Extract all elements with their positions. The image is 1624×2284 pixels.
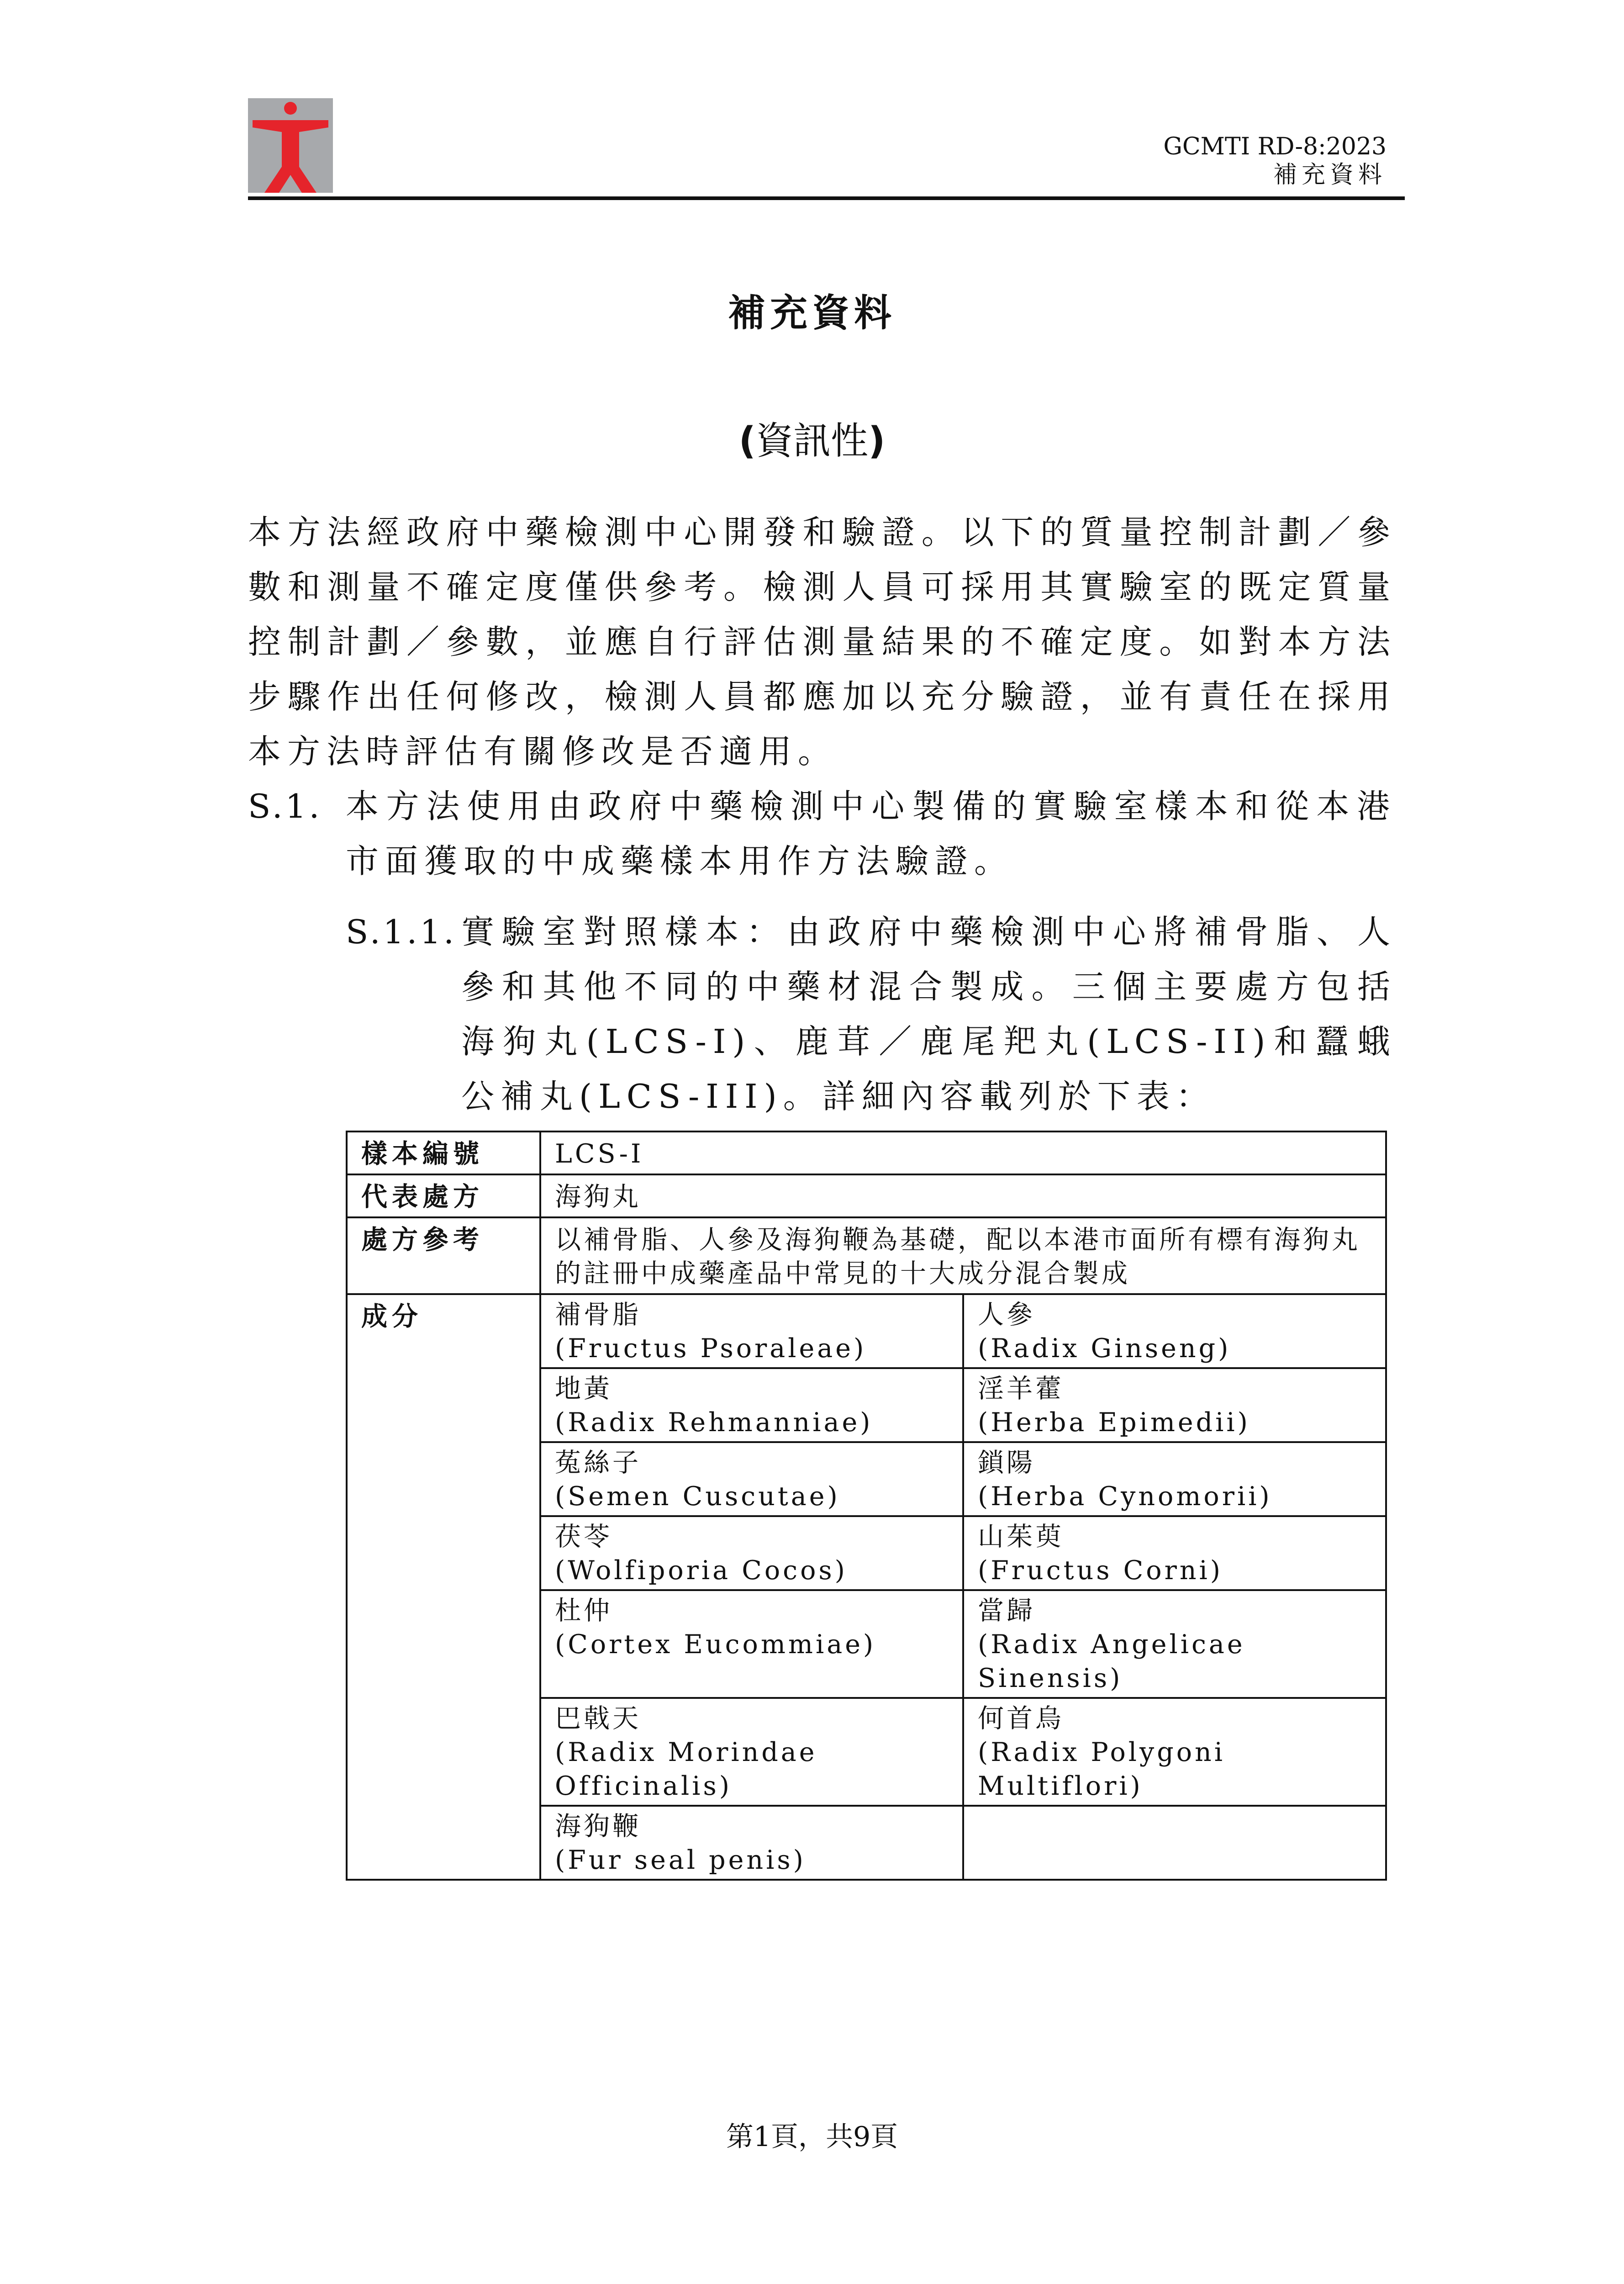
ingredient-chinese-name: 杜仲 xyxy=(555,1596,612,1626)
ingredient-chinese-name: 茯苓 xyxy=(555,1522,612,1552)
ingredient-cell xyxy=(541,1368,963,1442)
ingredient-cell xyxy=(541,1590,963,1698)
ingredient-row xyxy=(541,1368,1385,1442)
page-title: 補充資料 xyxy=(728,291,896,335)
table-row xyxy=(347,1294,1386,1880)
ingredient-latin-name: (Semen Cuscutae) xyxy=(555,1481,840,1512)
ingredient-cell xyxy=(541,1516,963,1590)
ingredient-chinese-name: 海狗鞭 xyxy=(555,1811,641,1841)
ingredients-cell xyxy=(540,1294,1386,1880)
ingredient-row xyxy=(541,1698,1385,1806)
ingredient-chinese-name: 鎖陽 xyxy=(978,1448,1035,1478)
ingredient-latin-name: (Herba Epimedii) xyxy=(978,1407,1250,1438)
ingredient-cell xyxy=(963,1295,1385,1368)
ingredient-cell xyxy=(541,1442,963,1516)
ingredient-row xyxy=(541,1295,1385,1368)
ingredient-latin-name: (Fur seal penis) xyxy=(555,1845,806,1875)
gcmti-logo xyxy=(248,98,333,193)
ingredient-chinese-name: 地黃 xyxy=(555,1374,612,1404)
ingredient-latin-name: (Radix Rehmanniae) xyxy=(555,1407,873,1438)
table-row xyxy=(347,1131,1386,1174)
page-footer: 第1頁，共9頁 xyxy=(726,2121,898,2153)
ingredient-chinese-name: 補骨脂 xyxy=(555,1300,641,1330)
sample-no-label: 樣本編號 xyxy=(347,1131,540,1174)
header-rule xyxy=(248,196,1405,200)
ingredient-cell xyxy=(963,1590,1385,1698)
ingredient-latin-name: (Fructus Corni) xyxy=(978,1555,1223,1586)
reference-label: 處方參考 xyxy=(347,1217,540,1294)
subtitle-close: ) xyxy=(868,419,886,463)
ingredient-cell xyxy=(541,1295,963,1368)
section-s1-number: S.1. xyxy=(248,787,322,825)
ingredient-chinese-name: 巴戟天 xyxy=(555,1703,641,1734)
ingredient-latin-name: (Herba Cynomorii) xyxy=(978,1481,1272,1512)
ingredient-cell xyxy=(963,1516,1385,1590)
ingredient-cell xyxy=(541,1698,963,1806)
ingredient-row xyxy=(541,1442,1385,1516)
ingredient-latin-name: (Radix Angelicae Sinensis) xyxy=(978,1629,1245,1693)
ingredients-label: 成分 xyxy=(347,1294,540,1880)
subtitle-text: 資訊性 xyxy=(755,419,868,463)
ingredient-row xyxy=(541,1806,1385,1879)
page-subtitle xyxy=(0,411,1624,465)
ingredients-table xyxy=(541,1295,1385,1879)
table-row xyxy=(347,1174,1386,1217)
intro-paragraph: 本方法經政府中藥檢測中心開發和驗證。以下的質量控制計劃／參數和測量不確定度僅供參考。檢測人員可採用其實驗室的既定質量控制計劃／參數，並應自行評估測量結果的不確定度。如對本方法步驟作出任何修改，檢測人員都應加以充分驗證，並有責任在採用本方法時評估有關修改是否適用。 xyxy=(248,513,1397,771)
ingredient-latin-name: (Radix Ginseng) xyxy=(978,1333,1231,1364)
ingredient-latin-name: (Cortex Eucommiae) xyxy=(555,1629,876,1660)
formula-value: 海狗丸 xyxy=(540,1174,1386,1217)
ingredient-chinese-name: 人參 xyxy=(978,1300,1035,1330)
ingredient-chinese-name: 山茱萸 xyxy=(978,1522,1064,1552)
section-s1-text: 本方法使用由政府中藥檢測中心製備的實驗室樣本和從本港市面獲取的中成藥樣本用作方法驗證。 xyxy=(346,787,1396,880)
ingredient-cell xyxy=(963,1698,1385,1806)
section-s11-text: 實驗室對照樣本：由政府中藥檢測中心將補骨脂、人參和其他不同的中藥材混合製成。三個主要處方包括海狗丸(LCS-I)、鹿茸／鹿尾羓丸(LCS-II)和蠶蛾公補丸(LCS-III)。詳細內容載列於下表： xyxy=(461,913,1397,1116)
ingredient-chinese-name: 淫羊藿 xyxy=(978,1374,1064,1404)
table-row xyxy=(347,1217,1386,1294)
subtitle-open: ( xyxy=(738,419,756,463)
ingredient-chinese-name: 何首烏 xyxy=(978,1703,1064,1734)
ingredient-latin-name: (Radix Polygoni Multiflori) xyxy=(978,1737,1225,1801)
header-section: 補充資料 xyxy=(1273,161,1387,189)
ingredient-row xyxy=(541,1516,1385,1590)
ingredient-chinese-name: 菟絲子 xyxy=(555,1448,641,1478)
ingredient-cell xyxy=(541,1806,963,1879)
ingredient-latin-name: (Radix Morindae Officinalis) xyxy=(555,1737,817,1801)
formula-label: 代表處方 xyxy=(347,1174,540,1217)
ingredient-chinese-name: 當歸 xyxy=(978,1596,1035,1626)
ingredient-cell xyxy=(963,1442,1385,1516)
ingredient-row xyxy=(541,1590,1385,1698)
ingredient-cell xyxy=(963,1806,1385,1879)
header-right xyxy=(1163,132,1387,189)
reference-value: 以補骨脂、人參及海狗鞭為基礎，配以本港市面所有標有海狗丸的註冊中成藥產品中常見的十大成分混合製成 xyxy=(540,1217,1386,1294)
ingredient-latin-name: (Fructus Psoraleae) xyxy=(555,1333,867,1364)
section-s11-number: S.1.1. xyxy=(346,913,457,951)
sample-no-value: LCS-I xyxy=(540,1131,1386,1174)
ingredient-latin-name: (Wolfiporia Cocos) xyxy=(555,1555,848,1586)
doc-id: GCMTI RD-8:2023 xyxy=(1163,133,1387,160)
ingredient-cell xyxy=(963,1368,1385,1442)
sample-info-table xyxy=(346,1131,1387,1881)
